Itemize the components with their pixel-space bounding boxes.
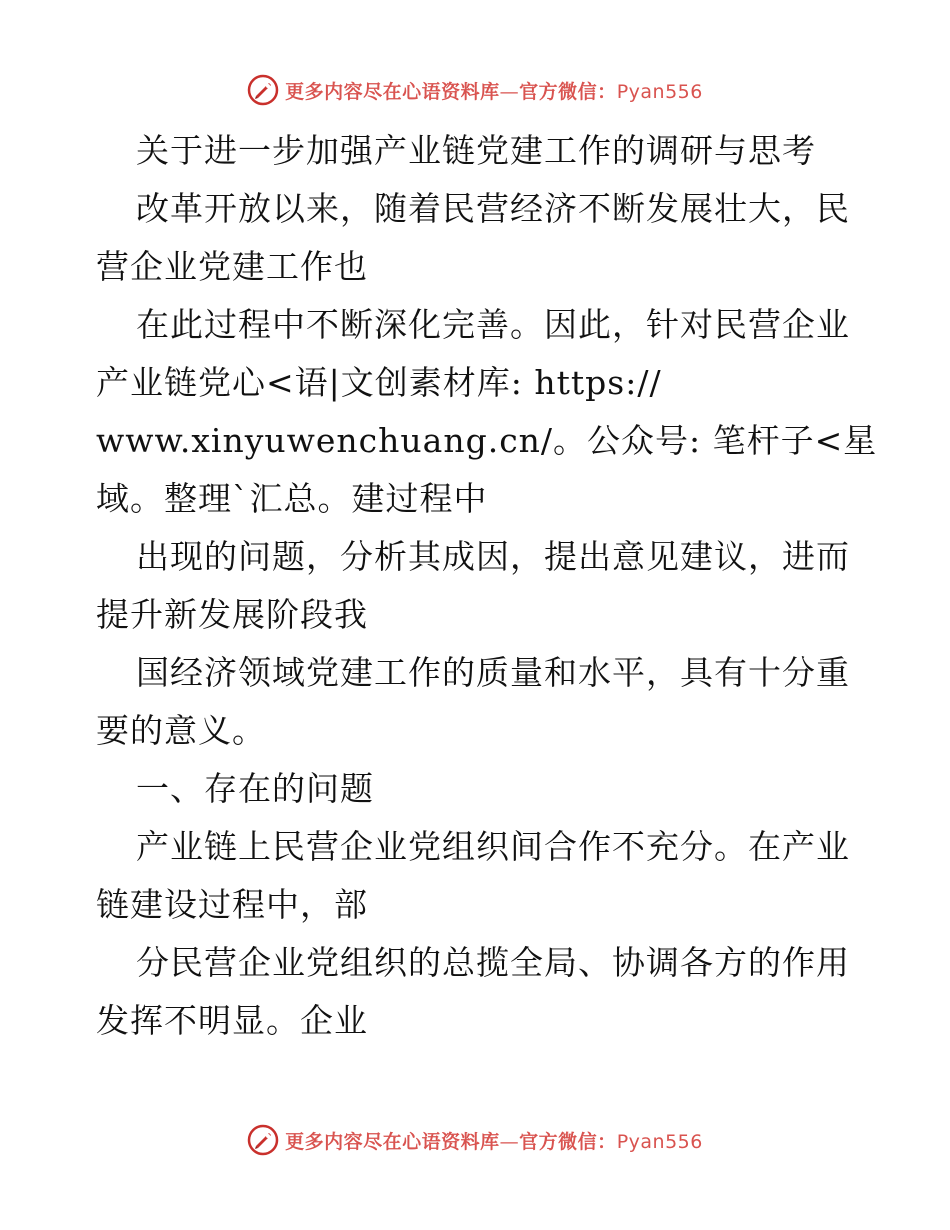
quill-logo-icon — [247, 74, 279, 106]
header-watermark — [0, 70, 950, 110]
watermark-dash: — — [499, 1130, 520, 1153]
text-line: 提升新发展阶段我 — [96, 595, 368, 634]
watermark-dash: — — [499, 80, 520, 103]
watermark-wechat-id: Pyan556 — [616, 1130, 703, 1153]
text-line: 营企业党建工作也 — [96, 247, 368, 286]
watermark-text — [285, 1127, 703, 1154]
text-line: 产业链党心<语|文创素材库: https:// — [96, 363, 662, 402]
text-line: 域。整理`汇总。建过程中 — [96, 479, 488, 518]
text-line: 国经济领域党建工作的质量和水平，具有十分重 — [136, 653, 850, 692]
watermark-label: 官方微信： — [519, 1130, 617, 1153]
text-line: 分民营企业党组织的总揽全局、协调各方的作用 — [136, 943, 850, 982]
watermark-wechat-id: Pyan556 — [616, 80, 703, 103]
text-line: 改革开放以来，随着民营经济不断发展壮大，民 — [136, 189, 850, 228]
text-line: www.xinyuwenchuang.cn/。公众号: 笔杆子<星 — [96, 421, 878, 460]
text-line: 在此过程中不断深化完善。因此，针对民营企业 — [136, 305, 850, 344]
quill-logo-icon — [247, 1124, 279, 1156]
text-line: 链建设过程中，部 — [96, 885, 368, 924]
watermark-site: 更多内容尽在心语资料库 — [285, 80, 500, 103]
footer-watermark — [0, 1120, 950, 1160]
text-line: 关于进一步加强产业链党建工作的调研与思考 — [136, 131, 816, 170]
document-body — [96, 122, 878, 1050]
text-line: 产业链上民营企业党组织间合作不充分。在产业 — [136, 827, 850, 866]
text-line: 要的意义。 — [96, 711, 266, 750]
watermark-text — [285, 77, 703, 104]
text-line: 出现的问题，分析其成因，提出意见建议，进而 — [136, 537, 850, 576]
text-line: 一、存在的问题 — [136, 769, 374, 808]
text-line: 发挥不明显。企业 — [96, 1001, 368, 1040]
watermark-site: 更多内容尽在心语资料库 — [285, 1130, 500, 1153]
watermark-label: 官方微信： — [519, 80, 617, 103]
